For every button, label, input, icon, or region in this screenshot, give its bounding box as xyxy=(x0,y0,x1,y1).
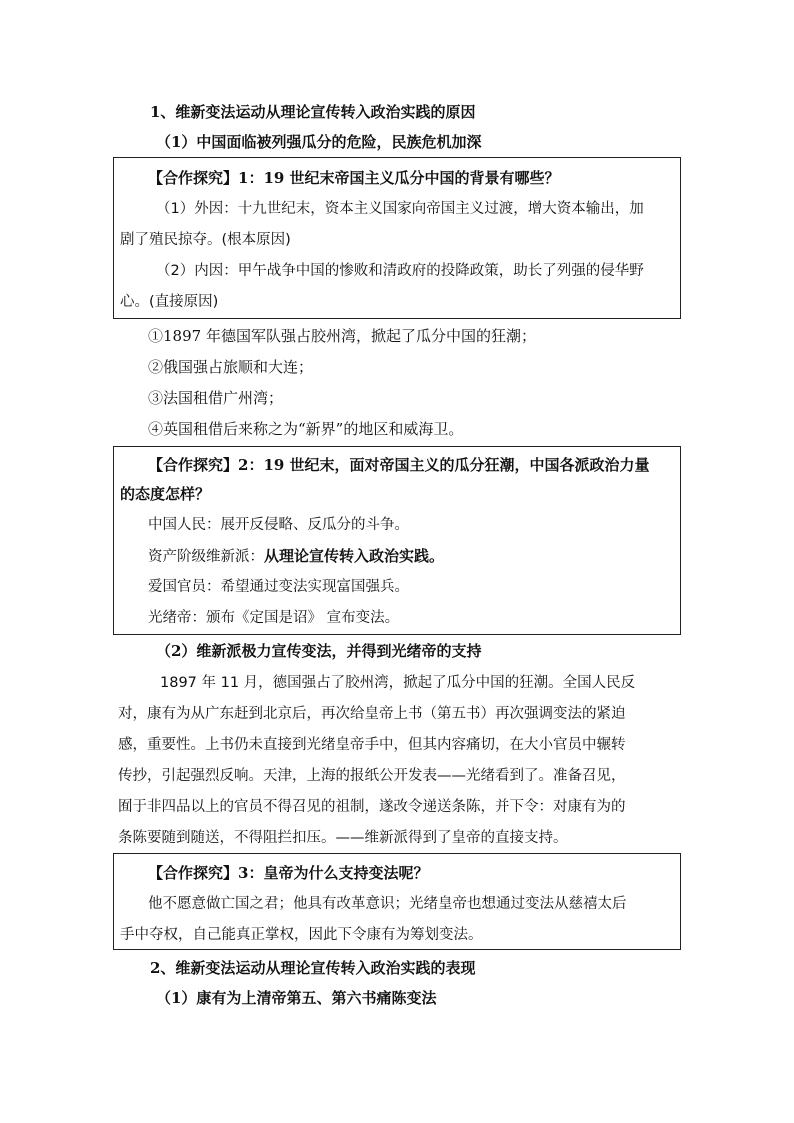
inquiry-box-2 xyxy=(113,446,681,635)
inquiry-1-line: 剧了殖民掠夺。(根本原因) xyxy=(120,232,291,248)
paragraph-line: 感，重要性。上书仍未直接到光绪皇帝手中，但其内容痛切，在大小官员中辗转 xyxy=(118,737,626,753)
inquiry-1-question xyxy=(148,168,560,188)
inquiry-1-line: （1）外因：十九世纪末，资本主义国家向帝国主义过渡，增大资本输出，加 xyxy=(156,201,644,217)
inquiry-2-question xyxy=(148,455,650,475)
paragraph-line: 囿于非四品以上的官员不得召见的祖制，遂改令递送条陈，并下令：对康有为的 xyxy=(118,799,626,815)
inquiry-question: 3：皇帝为什么支持变法呢？ xyxy=(238,864,429,882)
stance-label: 资产阶级维新派： xyxy=(148,549,264,565)
section-1-title: 1、维新变法运动从理论宣传转入政治实践的原因 xyxy=(150,103,476,121)
event-item: ②俄国强占旅顺和大连； xyxy=(148,358,314,376)
event-item: ④英国租借后来称之为“新界”的地区和威海卫。 xyxy=(148,420,464,438)
inquiry-box-3 xyxy=(113,853,681,950)
subsection-3-title: （1）康有为上清帝第五、第六书痛陈变法 xyxy=(156,989,437,1007)
paragraph-line: 传抄，引起强烈反响。天津，上海的报纸公开发表——光绪看到了。准备召见， xyxy=(118,768,626,784)
inquiry-2-line: 中国人民：展开反侵略、反瓜分的斗争。 xyxy=(148,517,409,533)
subsection-1-title: （1）中国面临被列强瓜分的危险，民族危机加深 xyxy=(156,133,482,151)
inquiry-label: 【合作探究】 xyxy=(148,169,239,187)
paragraph-line: 条陈要随到随送，不得阻拦扣压。——维新派得到了皇帝的直接支持。 xyxy=(118,830,568,846)
inquiry-1-line: （2）内因：甲午战争中国的惨败和清政府的投降政策，助长了列强的侵华野 xyxy=(156,263,644,279)
event-item: ①1897 年德国军队强占胶州湾，掀起了瓜分中国的狂潮； xyxy=(148,327,536,345)
paragraph-line: 1897 年 11 月，德国强占了胶州湾，掀起了瓜分中国的狂潮。全国人民反 xyxy=(160,675,636,691)
inquiry-2-line: 光绪帝：颁布《定国是诏》 宣布变法。 xyxy=(148,610,400,626)
inquiry-2-line xyxy=(148,546,444,567)
inquiry-2-question-cont: 的态度怎样？ xyxy=(120,485,211,503)
inquiry-3-question xyxy=(148,863,428,883)
inquiry-label: 【合作探究】 xyxy=(148,864,239,882)
inquiry-box-1 xyxy=(113,157,681,319)
inquiry-3-line: 他不愿意做亡国之君；他具有改革意识；光绪皇帝也想通过变法从慈禧太后 xyxy=(148,896,627,912)
stance-text: 从理论宣传转入政治实践。 xyxy=(264,547,445,565)
event-item: ③法国租借广州湾； xyxy=(148,389,284,407)
inquiry-3-line: 手中夺权，自己能真正掌权，因此下令康有为筹划变法。 xyxy=(120,927,483,943)
subsection-2-title: （2）维新派极力宣传变法，并得到光绪帝的支持 xyxy=(156,642,482,660)
inquiry-label: 【合作探究】 xyxy=(148,456,239,474)
paragraph-line: 对，康有为从广东赶到北京后，再次给皇帝上书（第五书）再次强调变法的紧迫 xyxy=(118,706,626,722)
inquiry-1-line: 心。(直接原因) xyxy=(120,294,219,310)
inquiry-question: 1：19 世纪末帝国主义瓜分中国的背景有哪些？ xyxy=(238,169,560,187)
section-2-title: 2、维新变法运动从理论宣传转入政治实践的表现 xyxy=(150,959,476,977)
inquiry-2-line: 爱国官员：希望通过变法实现富国强兵。 xyxy=(148,579,409,595)
inquiry-question: 2：19 世纪末，面对帝国主义的瓜分狂潮，中国各派政治力量 xyxy=(238,456,650,474)
